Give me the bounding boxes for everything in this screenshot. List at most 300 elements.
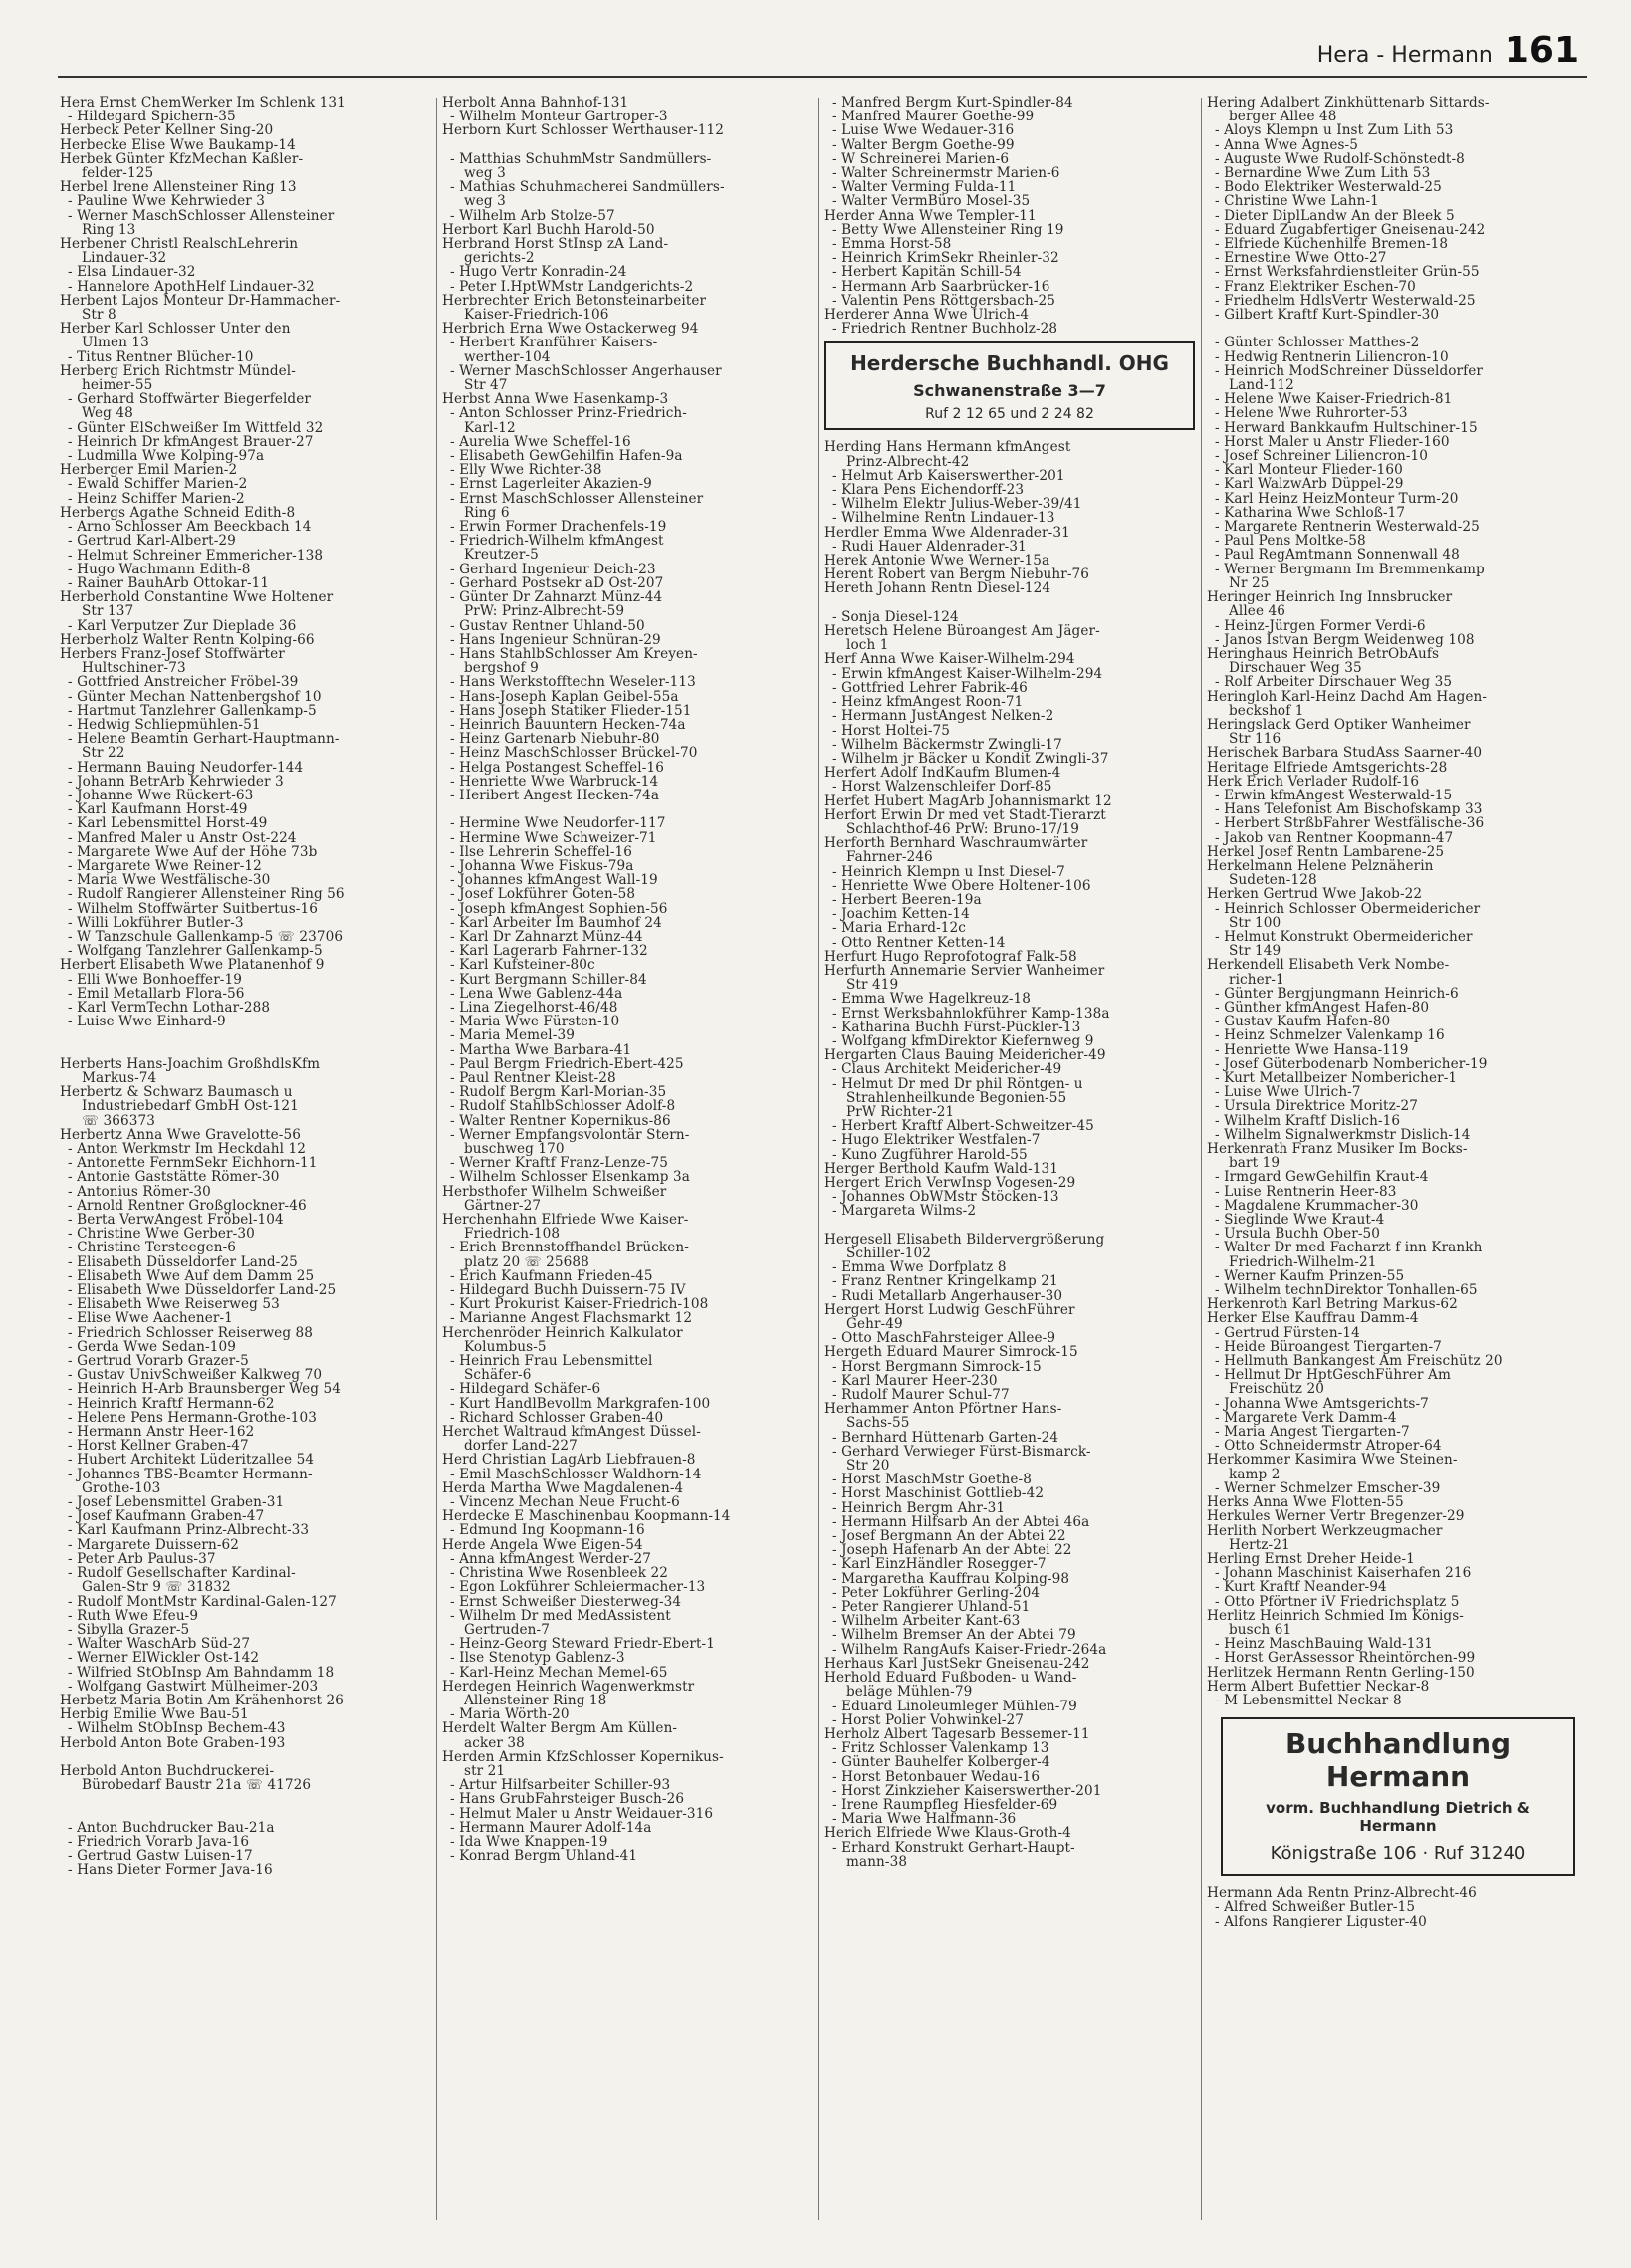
entry: Herbsthofer Wilhelm Schweißer xyxy=(442,1183,667,1200)
entry-sub: - Hedwig Schliepmühlen-51 xyxy=(68,716,261,733)
entry-sub: - Hermann Anstr Heer-162 xyxy=(68,1424,255,1441)
entry-sub: - Franz Rentner Kringelkamp 21 xyxy=(832,1273,1058,1290)
entry-sub: - Helene Wwe Kaiser-Friedrich-81 xyxy=(1215,391,1453,408)
entry-sub: - Horst Holtei-75 xyxy=(832,722,951,739)
entry-sub: - Heinrich Kraftf Hermann-62 xyxy=(68,1395,275,1412)
entry-sub: - Gilbert Kraftf Kurt-Spindler-30 xyxy=(1215,307,1440,324)
entry-sub: - Werner Kraftf Franz-Lenze-75 xyxy=(450,1155,669,1172)
entry-sub: - Heinrich H-Arb Braunsberger Weg 54 xyxy=(68,1381,341,1398)
entry-sub: - Hans StahlbSchlosser Am Kreyen- xyxy=(450,645,698,662)
entry-sub: - Elisabeth Wwe Düsseldorfer Land-25 xyxy=(68,1282,337,1299)
entry-sub: - Peter I.HptWMstr Landgerichts-2 xyxy=(450,278,694,295)
entry-list xyxy=(60,96,436,1878)
entry-sub: - Horst Bergmann Simrock-15 xyxy=(832,1358,1042,1375)
entry-sub: - Heinrich Klempn u Inst Diesel-7 xyxy=(832,863,1065,880)
entry-continuation: bart 19 xyxy=(1229,1155,1281,1172)
entry-sub: - Hans Ingenieur Schnüran-29 xyxy=(450,631,661,648)
advert-herdersche-buchhandlung xyxy=(824,341,1195,430)
entry-sub: - Maria Wörth-20 xyxy=(450,1706,570,1723)
entry-sub: - Wilhelm RangAufs Kaiser-Friedr-264a xyxy=(832,1641,1107,1658)
spacer xyxy=(1207,322,1583,336)
column-3 xyxy=(824,96,1201,1869)
advert-address: Königstraße 106 · Ruf 31240 xyxy=(1270,1843,1526,1865)
entry-sub: - Hildegard Schäfer-6 xyxy=(450,1381,601,1398)
entry-sub: - Hedwig Rentnerin Liliencron-10 xyxy=(1215,348,1449,365)
entry: Herken Gertrud Wwe Jakob-22 xyxy=(1207,886,1423,903)
entry-sub: - Heinrich Schlosser Obermeidericher xyxy=(1215,900,1481,917)
entry-sub: - Manfred Maler u Anstr Ost-224 xyxy=(68,829,297,846)
entry: Herbertz & Schwarz Baumasch u xyxy=(60,1084,293,1101)
entry-sub: - Helmut Dr med Dr phil Röntgen- u xyxy=(832,1075,1083,1092)
column-divider xyxy=(1201,98,1202,2220)
entry-sub: - Horst Maler u Anstr Flieder-160 xyxy=(1215,433,1450,450)
entry-sub: - Rudolf StahlbSchlosser Adolf-8 xyxy=(450,1098,676,1115)
entry: Herm Albert Bufettier Neckar-8 xyxy=(1207,1678,1430,1695)
entry-sub: - Gerhard Postsekr aD Ost-207 xyxy=(450,574,664,591)
entry: Hergesell Elisabeth Bildervergrößerung xyxy=(824,1231,1105,1247)
entry-sub: - Gerhard Verwieger Fürst-Bismarck- xyxy=(832,1443,1091,1460)
entry: Hergert Horst Ludwig GeschFührer xyxy=(824,1301,1075,1318)
entry-sub: - Helene Beamtin Gerhart-Hauptmann- xyxy=(68,731,340,748)
entry-sub: - Horst Maschinist Gottlieb-42 xyxy=(832,1485,1045,1502)
column-1 xyxy=(60,96,436,1878)
entry-sub: - Hans Dieter Former Java-16 xyxy=(68,1862,273,1879)
entry-sub: - Horst Zinkzieher Kaiserswerther-201 xyxy=(832,1782,1102,1799)
entry-sub: - Friedrich-Wilhelm kfmAngest xyxy=(450,533,664,550)
entry-sub: - Konrad Bergm Uhland-41 xyxy=(450,1848,638,1865)
entry-sub: - Auguste Wwe Rudolf-Schönstedt-8 xyxy=(1215,150,1465,167)
entry-sub: - Helmut Arb Kaiserswerther-201 xyxy=(832,467,1065,484)
entry-continuation: Grothe-103 xyxy=(82,1479,161,1496)
entry-sub: - Heinz kfmAngest Roon-71 xyxy=(832,694,1024,711)
entry-sub: - Jakob van Rentner Koopmann-47 xyxy=(1215,829,1454,846)
entry: Herberts Hans-Joachim GroßhdlsKfm xyxy=(60,1055,321,1072)
entry-sub: - Karl Monteur Flieder-160 xyxy=(1215,462,1403,479)
entry-sub: - Gerhard Stoffwärter Biegerfelder xyxy=(68,391,311,408)
entry-sub: - Heinrich KrimSekr Rheinler-32 xyxy=(832,250,1059,267)
entry: Herdegen Heinrich Wagenwerkmstr xyxy=(442,1678,695,1695)
entry-sub: - Peter Rangierer Uhland-51 xyxy=(832,1599,1031,1616)
entry-continuation: Kolumbus-5 xyxy=(464,1338,547,1355)
entry-sub: - Johanna Wwe Fiskus-79a xyxy=(450,857,634,874)
entry-sub: - Maria Angest Tiergarten-7 xyxy=(1215,1424,1410,1441)
entry-continuation: buschweg 170 xyxy=(464,1141,565,1157)
entry-sub: - Maria Memel-39 xyxy=(450,1027,575,1044)
entry: Herhaus Karl JustSekr Gneisenau-242 xyxy=(824,1655,1090,1672)
entry-sub: - Pauline Wwe Kehrwieder 3 xyxy=(68,193,266,210)
entry-sub: - Gustav Rentner Uhland-50 xyxy=(450,617,645,634)
entry: Herent Robert van Bergm Niebuhr-76 xyxy=(824,567,1090,583)
entry-sub: - Ewald Schiffer Marien-2 xyxy=(68,476,248,493)
entry-sub: - Elisabeth Düsseldorfer Land-25 xyxy=(68,1253,298,1270)
entry-sub: - Wilhelm Stoffwärter Suitbertus-16 xyxy=(68,900,318,917)
entry: Herberg Erich Richtmstr Mündel- xyxy=(60,362,296,379)
entry: Herbolt Anna Bahnhof-131 xyxy=(442,95,629,111)
entry-sub: - Richard Schlosser Graben-40 xyxy=(450,1409,664,1426)
entry-sub: - Wolfgang Tanzlehrer Gallenkamp-5 xyxy=(68,943,323,960)
entry: Herborn Kurt Schlosser Werthauser-112 xyxy=(442,122,725,139)
entry-sub: - Karl Verputzer Zur Dieplade 36 xyxy=(68,617,297,634)
entry-sub: - Henriette Wwe Warbruck-14 xyxy=(450,773,659,790)
entry: Herks Anna Wwe Flotten-55 xyxy=(1207,1494,1404,1511)
entry: Hergarten Claus Bauing Meidericher-49 xyxy=(824,1047,1106,1064)
entry-continuation: Sachs-55 xyxy=(846,1415,910,1432)
entry-sub: - Sibylla Grazer-5 xyxy=(68,1621,190,1638)
entry-sub: - Friedrich Schlosser Reiserweg 88 xyxy=(68,1324,314,1341)
entry-continuation: Land-112 xyxy=(1229,377,1294,394)
entry-continuation: richer-1 xyxy=(1229,971,1284,988)
entry-sub: - Rudolf MontMstr Kardinal-Galen-127 xyxy=(68,1593,337,1610)
entry-sub: - Josef Güterbodenarb Nombericher-19 xyxy=(1215,1055,1488,1072)
entry-continuation: PrW Richter-21 xyxy=(846,1103,955,1120)
entry: Herbel Irene Allensteiner Ring 13 xyxy=(60,179,297,196)
entry-sub: - Hermine Wwe Schweizer-71 xyxy=(450,829,657,846)
entry-sub: - Werner MaschSchlosser Angerhauser xyxy=(450,362,722,379)
entry-sub: - Karl Arbeiter Im Baumhof 24 xyxy=(450,914,662,931)
entry-sub: - Marianne Angest Flachsmarkt 12 xyxy=(450,1310,693,1327)
entry-list xyxy=(442,96,818,1863)
entry-sub: - Eduard Zugabfertiger Gneisenau-242 xyxy=(1215,221,1486,238)
entry: Herfort Erwin Dr med vet Stadt-Tierarzt xyxy=(824,806,1106,823)
entry: Heritage Elfriede Amtsgerichts-28 xyxy=(1207,759,1448,776)
entry-sub: - Helene Wwe Ruhrorter-53 xyxy=(1215,405,1408,422)
entry-sub: - Hermann Maurer Adolf-14a xyxy=(450,1819,652,1836)
entry-sub: - Margareta Wilms-2 xyxy=(832,1203,977,1220)
entry-sub: - Edmund Ing Koopmann-16 xyxy=(450,1522,645,1539)
entry: Herberholz Walter Rentn Kolping-66 xyxy=(60,631,315,648)
entry-sub: - Heinrich Dr kfmAngest Brauer-27 xyxy=(68,433,314,450)
entry-continuation: busch 61 xyxy=(1229,1621,1292,1638)
entry: Herbort Karl Buchh Harold-50 xyxy=(442,221,655,238)
entry-sub: - Werner Kaufm Prinzen-55 xyxy=(1215,1267,1405,1284)
page-header xyxy=(1317,30,1579,71)
entry-sub: - Helene Pens Hermann-Grothe-103 xyxy=(68,1409,317,1426)
entry-sub: - W Schreinerei Marien-6 xyxy=(832,150,1010,167)
entry-sub: - Wolfgang Gastwirt Mülheimer-203 xyxy=(68,1678,319,1695)
entry: Herbrand Horst StInsp zA Land- xyxy=(442,236,669,253)
entry-sub: - Karl Dr Zahnarzt Münz-44 xyxy=(450,928,643,945)
entry-sub: - Irmgard GewGehilfin Kraut-4 xyxy=(1215,1169,1429,1186)
entry: Heringslack Gerd Optiker Wanheimer xyxy=(1207,716,1471,733)
entry: Herchenröder Heinrich Kalkulator xyxy=(442,1324,683,1341)
entry-sub: - Walter VermBüro Mosel-35 xyxy=(832,193,1031,210)
entry: Herlitz Heinrich Schmied Im Königs- xyxy=(1207,1607,1464,1624)
entry-continuation: Str 47 xyxy=(464,377,508,394)
entry-sub: - Paul Bergm Friedrich-Ebert-425 xyxy=(450,1055,684,1072)
entry-sub: - Heinz-Jürgen Former Verdi-6 xyxy=(1215,617,1426,634)
entry-sub: - Betty Wwe Allensteiner Ring 19 xyxy=(832,221,1064,238)
entry-sub: - Joachim Ketten-14 xyxy=(832,906,970,923)
entry-sub: - Aloys Klempn u Inst Zum Lith 53 xyxy=(1215,122,1454,139)
entry-continuation: Freischütz 20 xyxy=(1229,1381,1324,1398)
entry-sub: - Ida Wwe Knappen-19 xyxy=(450,1833,608,1850)
entry-sub: - Walter WaschArb Süd-27 xyxy=(68,1636,251,1653)
entry-sub: - Anton Buchdrucker Bau-21a xyxy=(68,1819,275,1836)
entry-sub: - Fritz Schlosser Valenkamp 13 xyxy=(832,1740,1049,1757)
entry-continuation: beläge Mühlen-79 xyxy=(846,1684,973,1701)
entry: Hergeth Eduard Maurer Simrock-15 xyxy=(824,1344,1078,1361)
entry-sub: - Luise Wwe Wedauer-316 xyxy=(832,122,1015,139)
advert-street: Schwanenstraße 3—7 xyxy=(913,381,1106,401)
entry-sub: - Günter Bauhelfer Kolberger-4 xyxy=(832,1754,1050,1771)
entry-sub: - Christine Wwe Gerber-30 xyxy=(68,1226,255,1243)
entry-sub: - Günther kfmAngest Hafen-80 xyxy=(1215,999,1430,1016)
entry-list xyxy=(824,96,1201,336)
entry-sub: - Anton Werkmstr Im Heckdahl 12 xyxy=(68,1141,306,1157)
entry-sub: - Kurt Prokurist Kaiser-Friedrich-108 xyxy=(450,1296,709,1313)
entry-sub: - Herbert Kapitän Schill-54 xyxy=(832,264,1022,281)
entry-sub: - Otto Schneidermstr Atroper-64 xyxy=(1215,1438,1442,1455)
entry-sub: - Herbert Kraftf Albert-Schweitzer-45 xyxy=(832,1118,1094,1135)
entry: Herforth Bernhard Waschraumwärter xyxy=(824,835,1088,852)
entry-sub: - Hermann JustAngest Nelken-2 xyxy=(832,708,1054,725)
entry-sub: - Franz Elektriker Eschen-70 xyxy=(1215,278,1416,295)
entry-sub: - Irene Raumpfleg Hiesfelder-69 xyxy=(832,1796,1058,1813)
entry: Herlith Norbert Werkzeugmacher xyxy=(1207,1522,1443,1539)
entry: Herlitzek Hermann Rentn Gerling-150 xyxy=(1207,1664,1475,1681)
entry-sub: - Hermann Hilfsarb An der Abtei 46a xyxy=(832,1513,1090,1530)
entry-sub: - Karl Kaufmann Horst-49 xyxy=(68,801,248,818)
entry-sub: - Hildegard Spichern-35 xyxy=(68,109,236,125)
entry-sub: - Johanne Wwe Rückert-63 xyxy=(68,787,254,803)
entry: Herd Christian LagArb Liebfrauen-8 xyxy=(442,1452,696,1469)
entry: Herchet Waltraud kfmAngest Düssel- xyxy=(442,1424,701,1441)
entry: Herbst Anna Wwe Hasenkamp-3 xyxy=(442,391,669,408)
entry-continuation: loch 1 xyxy=(846,637,889,654)
entry-sub: - Helmut Maler u Anstr Weidauer-316 xyxy=(450,1805,714,1822)
entry-sub: - Horst GerAssessor Rheintörchen-99 xyxy=(1215,1650,1476,1667)
entry-sub: - Dieter DiplLandw An der Bleek 5 xyxy=(1215,207,1455,224)
entry-sub: - Heinz Schmelzer Valenkamp 16 xyxy=(1215,1027,1445,1044)
entry-sub: - Günter Schlosser Matthes-2 xyxy=(1215,335,1420,351)
entry-sub: - Heide Büroangest Tiergarten-7 xyxy=(1215,1338,1442,1355)
entry-sub: - Ursula Direktrice Moritz-27 xyxy=(1215,1098,1419,1115)
entry-sub: - Karl EinzHändler Rosegger-7 xyxy=(832,1556,1047,1573)
entry-sub: - Rainer BauhArb Ottokar-11 xyxy=(68,574,270,591)
entry-sub: - Elisabeth Wwe Reiserweg 53 xyxy=(68,1296,280,1313)
entry-sub: - Magdalene Krummacher-30 xyxy=(1215,1197,1419,1214)
entry-sub: - Katharina Wwe Schloß-17 xyxy=(1215,504,1406,521)
entry: Herf Anna Wwe Kaiser-Wilhelm-294 xyxy=(824,651,1075,668)
entry-sub: - W Tanzschule Gallenkamp-5 ☏ 23706 xyxy=(68,928,344,945)
entry: Herbener Christl RealschLehrerin xyxy=(60,236,299,253)
entry: Herk Erich Verlader Rudolf-16 xyxy=(1207,773,1420,790)
entry-sub: - Horst Kellner Graben-47 xyxy=(68,1438,249,1455)
entry-sub: - Wilhelm Monteur Gartroper-3 xyxy=(450,109,668,125)
entry-sub: - Josef Lebensmittel Graben-31 xyxy=(68,1494,285,1511)
entry-sub: - Titus Rentner Blücher-10 xyxy=(68,348,254,365)
entry-sub: - Artur Hilfsarbeiter Schiller-93 xyxy=(450,1777,671,1794)
entry-sub: - Werner Bergmann Im Bremmenkamp xyxy=(1215,561,1485,577)
entry-sub: - Heinrich ModSchreiner Düsseldorfer xyxy=(1215,362,1484,379)
entry-sub: - Heinrich Bergm Ahr-31 xyxy=(832,1499,1006,1516)
entry-sub: - Rudolf Maurer Schul-77 xyxy=(832,1387,1010,1404)
advert-name: Buchhandlung Hermann xyxy=(1284,1727,1512,1794)
entry-sub: - Arnold Rentner Großglockner-46 xyxy=(68,1197,307,1214)
entry: Herfet Hubert MagArb Johannismarkt 12 xyxy=(824,793,1112,809)
entry-sub: - Gottfried Anstreicher Fröbel-39 xyxy=(68,674,299,691)
entry-continuation: Lindauer-32 xyxy=(82,250,167,267)
entry-sub: - Erich Kaufmann Frieden-45 xyxy=(450,1267,653,1284)
entry-sub: - Hermine Wwe Neudorfer-117 xyxy=(450,815,666,832)
entry-continuation: Kreutzer-5 xyxy=(464,547,539,564)
entry-continuation: Strahlenheilkunde Begonien-55 xyxy=(846,1089,1067,1106)
entry-sub: - Günter Mechan Nattenbergshof 10 xyxy=(68,688,322,705)
entry-sub: - Ernestine Wwe Otto-27 xyxy=(1215,250,1387,267)
spacer xyxy=(824,596,1201,610)
entry-sub: - Elsa Lindauer-32 xyxy=(68,264,196,281)
entry-sub: - Antonius Römer-30 xyxy=(68,1183,211,1200)
entry: Heringhaus Heinrich BetrObAufs xyxy=(1207,645,1440,662)
entry: Herkenrath Franz Musiker Im Bocks- xyxy=(1207,1141,1468,1158)
entry-sub: - Kurt Metallbeizer Nombericher-1 xyxy=(1215,1070,1458,1086)
entry: Herbig Emilie Wwe Bau-51 xyxy=(60,1706,249,1723)
entry-sub: - Sonja Diesel-124 xyxy=(832,608,959,625)
entry-sub: - Aurelia Wwe Scheffel-16 xyxy=(450,433,631,450)
entry-sub: - Ilse Stenotyp Gablenz-3 xyxy=(450,1650,625,1667)
entry-sub: - Walter Bergm Goethe-99 xyxy=(832,136,1015,153)
entry-list xyxy=(824,440,1201,1868)
entry-continuation: Prinz-Albrecht-42 xyxy=(846,453,970,470)
entry-sub: - Wilhelm Kraftf Dislich-16 xyxy=(1215,1112,1401,1129)
advert-former-name: vorm. Buchhandlung Dietrich & Hermann xyxy=(1266,1799,1530,1836)
entry-continuation: Str 20 xyxy=(846,1458,890,1474)
entry-sub: - Maria Wwe Fürsten-10 xyxy=(450,1014,620,1030)
entry-continuation: Ring 6 xyxy=(464,504,510,521)
entry-sub: - Hildegard Buchh Duissern-75 IV xyxy=(450,1282,686,1299)
entry-continuation: Nr 25 xyxy=(1229,574,1270,591)
spacer xyxy=(60,1750,436,1764)
entry-sub: - Ernst MaschSchlosser Allensteiner xyxy=(450,490,704,507)
entry-sub: - Manfred Maurer Goethe-99 xyxy=(832,109,1035,125)
entry-continuation: str 21 xyxy=(464,1762,506,1779)
entry: Herding Hans Hermann kfmAngest xyxy=(824,439,1071,456)
entry-sub: - Willi Lokführer Butler-3 xyxy=(68,914,244,931)
entry-sub: - Hans-Joseph Kaplan Geibel-55a xyxy=(450,688,679,705)
entry-sub: - M Lebensmittel Neckar-8 xyxy=(1215,1692,1402,1708)
spacer xyxy=(60,1792,436,1806)
entry-continuation: Str 137 xyxy=(82,603,134,620)
entry-sub: - Gustav Kaufm Hafen-80 xyxy=(1215,1014,1391,1030)
entry-sub: - Wilhelm Arbeiter Kant-63 xyxy=(832,1613,1021,1630)
entry: Herbertz Anna Wwe Gravelotte-56 xyxy=(60,1126,301,1143)
entry-continuation: platz 20 ☏ 25688 xyxy=(464,1253,589,1270)
entry: Herbergs Agathe Schneid Edith-8 xyxy=(60,504,296,521)
entry: Herger Berthold Kaufm Wald-131 xyxy=(824,1160,1059,1177)
entry-sub: - Horst Betonbauer Wedau-16 xyxy=(832,1768,1041,1785)
entry-sub: - Helmut Konstrukt Obermeidericher xyxy=(1215,928,1473,945)
entry-sub: - Hans Werkstofftechn Weseler-113 xyxy=(450,674,696,691)
entry: Herchenhahn Elfriede Wwe Kaiser- xyxy=(442,1212,689,1229)
entry: Herich Elfriede Wwe Klaus-Groth-4 xyxy=(824,1825,1071,1842)
entry-continuation: Str 22 xyxy=(82,745,125,762)
entry-sub: - Anna Wwe Agnes-5 xyxy=(1215,136,1358,153)
entry-sub: - Emma Horst-58 xyxy=(832,236,952,253)
entry-sub: - Anton Schlosser Prinz-Friedrich- xyxy=(450,405,687,422)
entry-sub: - Rudolf Bergm Karl-Morian-35 xyxy=(450,1084,667,1101)
entry-sub: - Ernst Schweißer Diesterweg-34 xyxy=(450,1593,682,1610)
entry-sub: - Gerhard Ingenieur Deich-23 xyxy=(450,561,656,577)
entry: Hera Ernst ChemWerker Im Schlenk 131 xyxy=(60,95,346,111)
entry: Herber Karl Schlosser Unter den xyxy=(60,321,291,338)
entry-sub: - Erwin Former Drachenfels-19 xyxy=(450,519,667,536)
entry-sub: - Hermann Bauing Neudorfer-144 xyxy=(68,759,304,776)
entry-continuation: ☏ 366373 xyxy=(82,1112,156,1129)
entry: Herkendell Elisabeth Verk Nombe- xyxy=(1207,957,1450,974)
spacer xyxy=(442,138,818,152)
entry-sub: - Gustav UnivSchweißer Kalkweg 70 xyxy=(68,1367,323,1384)
entry-sub: - Maria Wwe Westfälische-30 xyxy=(68,872,271,889)
entry-sub: - Friedrich Vorarb Java-16 xyxy=(68,1833,250,1850)
entry-sub: - Gottfried Lehrer Fabrik-46 xyxy=(832,679,1028,696)
entry-sub: - Josef Lokführer Goten-58 xyxy=(450,886,636,903)
entry-sub: - Luise Wwe Ulrich-7 xyxy=(1215,1084,1361,1101)
entry-sub: - Elly Wwe Richter-38 xyxy=(450,462,602,479)
column-4 xyxy=(1207,96,1583,1928)
entry-sub: - Herbert Kranführer Kaisers- xyxy=(450,335,658,351)
entry-sub: - Rudolf Gesellschafter Kardinal- xyxy=(68,1565,296,1582)
entry-sub: - Horst Polier Vohwinkel-27 xyxy=(832,1711,1025,1728)
entry-sub: - Johanna Wwe Amtsgerichts-7 xyxy=(1215,1395,1429,1412)
entry-sub: - Josef Bergmann An der Abtei 22 xyxy=(832,1528,1066,1545)
entry-sub: - Christina Wwe Rosenbleek 22 xyxy=(450,1565,668,1582)
entry-sub: - Walter Verming Fulda-11 xyxy=(832,179,1017,196)
entry-sub: - Hannelore ApothHelf Lindauer-32 xyxy=(68,278,315,295)
entry-sub: - Maria Wwe Halfmann-36 xyxy=(832,1811,1017,1828)
entry: Herischek Barbara StudAss Saarner-40 xyxy=(1207,745,1483,762)
entry-sub: - Johannes kfmAngest Wall-19 xyxy=(450,872,658,889)
entry-sub: - Friedhelm HdlsVertr Westerwald-25 xyxy=(1215,292,1476,309)
entry-sub: - Erwin kfmAngest Kaiser-Wilhelm-294 xyxy=(832,665,1103,682)
entry-sub: - Bodo Elektriker Westerwald-25 xyxy=(1215,179,1442,196)
entry-sub: - Matthias SchuhmMstr Sandmüllers- xyxy=(450,150,712,167)
entry-sub: - Helmut Schreiner Emmericher-138 xyxy=(68,547,324,564)
entry: Herbeck Peter Kellner Sing-20 xyxy=(60,122,274,139)
entry-sub: - Werner Schmelzer Emscher-39 xyxy=(1215,1479,1441,1496)
entry-sub: - Günter Dr Zahnarzt Münz-44 xyxy=(450,589,663,606)
entry-sub: - Wilhelm Dr med MedAssistent xyxy=(450,1607,671,1624)
entry-continuation: Ulmen 13 xyxy=(82,335,149,351)
entry-sub: - Erhard Konstrukt Gerhart-Haupt- xyxy=(832,1839,1075,1856)
entry-sub: - Christine Wwe Lahn-1 xyxy=(1215,193,1379,210)
entry-sub: - Günter Bergjungmann Heinrich-6 xyxy=(1215,985,1459,1002)
entry-sub: - Katharina Buchh Fürst-Pückler-13 xyxy=(832,1019,1081,1035)
entry-sub: - Gertrud Gastw Luisen-17 xyxy=(68,1848,253,1865)
entry-sub: - Hellmut Dr HptGeschFührer Am xyxy=(1215,1367,1451,1384)
entry-continuation: gerichts-2 xyxy=(464,250,535,267)
entry-sub: - Otto Rentner Ketten-14 xyxy=(832,934,1006,951)
entry-list xyxy=(1207,1886,1583,1928)
entry-sub: - Heinrich Frau Lebensmittel xyxy=(450,1353,653,1370)
entry-sub: - Otto Pförtner iV Friedrichsplatz 5 xyxy=(1215,1593,1460,1610)
entry-sub: - Elisabeth Wwe Auf dem Damm 25 xyxy=(68,1267,315,1284)
entry-sub: - Peter Arb Paulus-37 xyxy=(68,1550,216,1567)
entry-sub: - Hermann Arb Saarbrücker-16 xyxy=(832,278,1050,295)
entry-sub: - Wilhelm Bremser An der Abtei 79 xyxy=(832,1627,1076,1644)
entry: Herker Else Kauffrau Damm-4 xyxy=(1207,1310,1419,1327)
entry-continuation: Kaiser-Friedrich-106 xyxy=(464,307,609,324)
entry: Herfert Adolf IndKaufm Blumen-4 xyxy=(824,765,1061,782)
entry: Herbold Anton Bote Graben-193 xyxy=(60,1734,286,1751)
entry: Heringloh Karl-Heinz Dachd Am Hagen- xyxy=(1207,688,1488,705)
entry-sub: - Kuno Zugführer Harold-55 xyxy=(832,1146,1028,1163)
entry-sub: - Wilhelm technDirektor Tonhallen-65 xyxy=(1215,1282,1478,1299)
entry-continuation: Gehr-49 xyxy=(846,1316,903,1333)
entry-sub: - Gerda Wwe Sedan-109 xyxy=(68,1338,236,1355)
entry-continuation: dorfer Land-227 xyxy=(464,1438,578,1455)
entry-continuation: Ring 13 xyxy=(82,221,136,238)
entry: Herbent Lajos Monteur Dr-Hammacher- xyxy=(60,292,341,309)
